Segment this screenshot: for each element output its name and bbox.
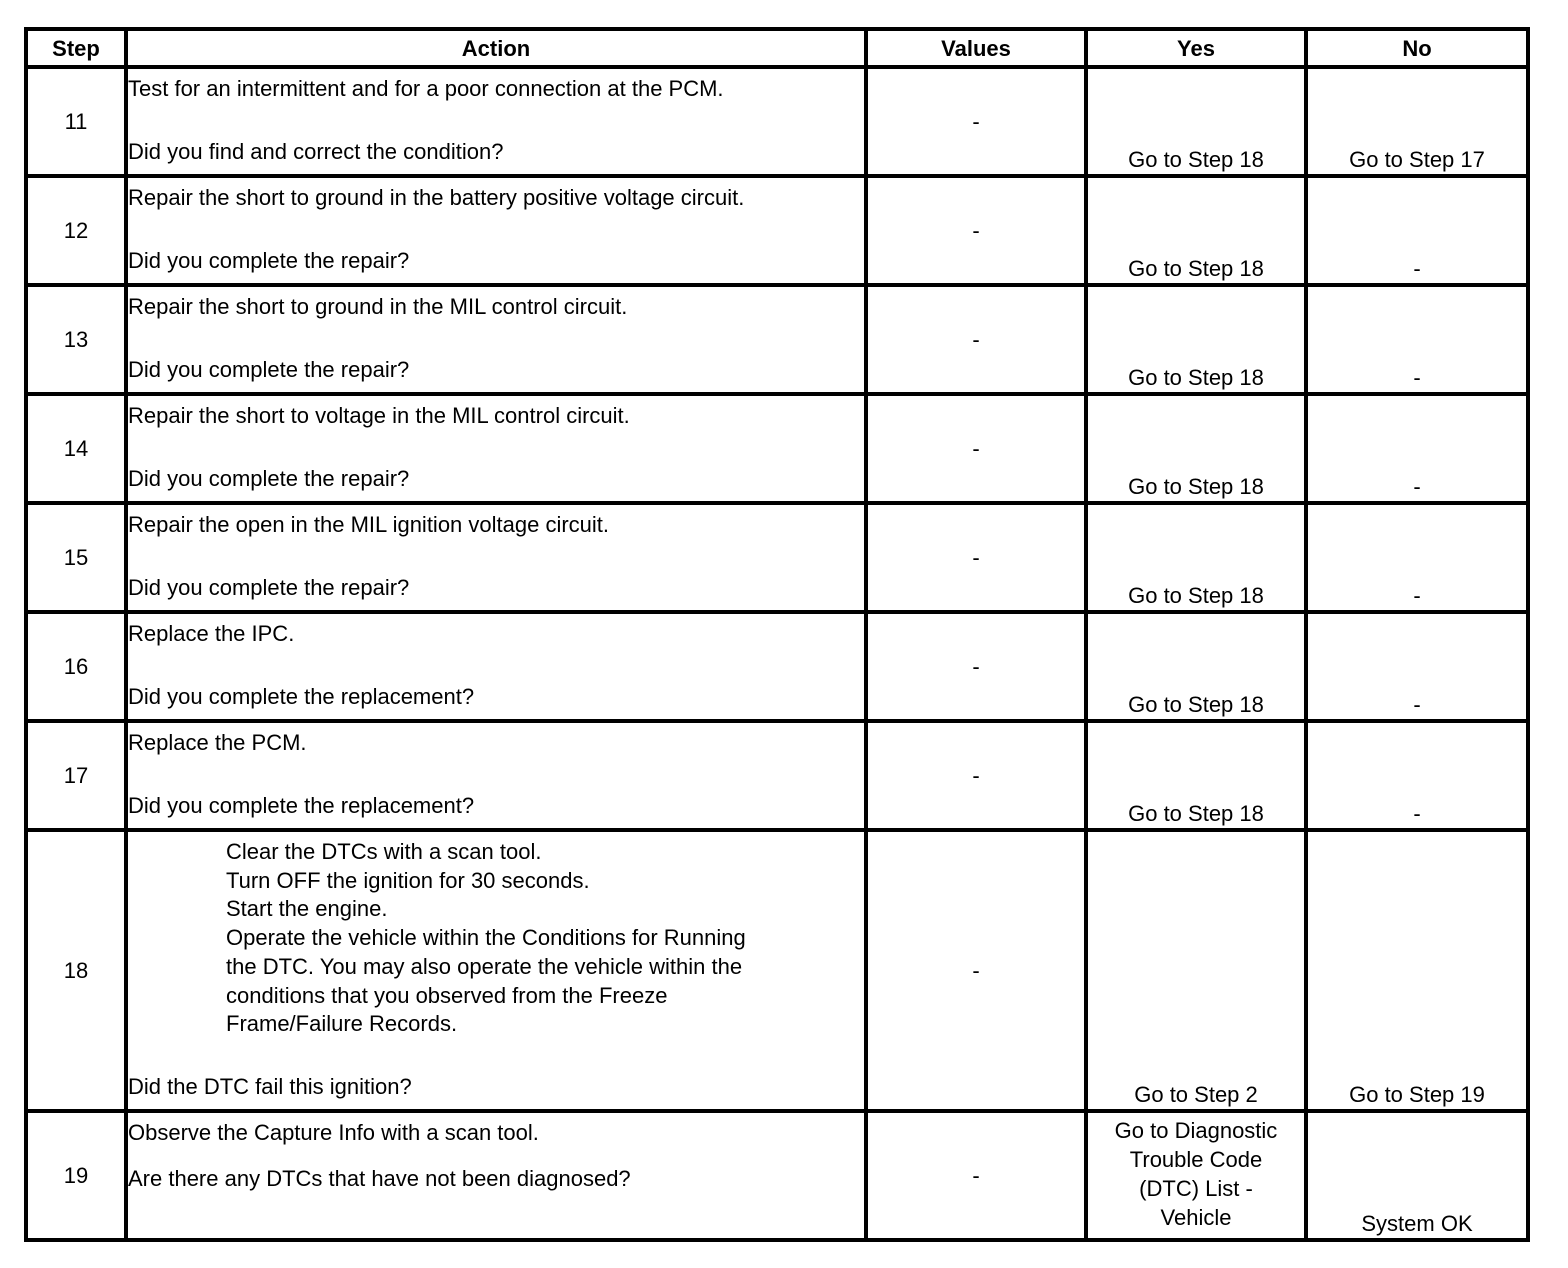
procedure-steps bbox=[128, 832, 864, 1039]
values-cell: - bbox=[866, 830, 1086, 1111]
header-action: Action bbox=[126, 29, 866, 67]
yes-cell: Go to Step 18 bbox=[1086, 612, 1306, 721]
table-row bbox=[26, 394, 1528, 503]
procedure-line: the DTC. You may also operate the vehicle within the bbox=[226, 953, 743, 979]
table-row bbox=[26, 612, 1528, 721]
action-text: Repair the short to ground in the battery positive voltage circuit. bbox=[128, 185, 745, 210]
yes-line: Vehicle bbox=[1160, 1205, 1232, 1230]
step-number: 17 bbox=[26, 721, 126, 830]
yes-cell: Go to Step 18 bbox=[1086, 285, 1306, 394]
values-cell: - bbox=[866, 721, 1086, 830]
header-row bbox=[26, 29, 1528, 67]
action-cell bbox=[126, 721, 866, 830]
yes-cell: Go to Step 18 bbox=[1086, 176, 1306, 285]
action-cell bbox=[126, 1111, 866, 1240]
table-row bbox=[26, 176, 1528, 285]
procedure-line: Operate the vehicle within the Conditions for Running bbox=[226, 925, 746, 951]
step-number: 12 bbox=[26, 176, 126, 285]
table-row bbox=[26, 1111, 1528, 1240]
procedure-line: Clear the DTCs with a scan tool. bbox=[226, 839, 542, 864]
action-text: Repair the short to voltage in the MIL control circuit. bbox=[128, 403, 630, 428]
no-cell: Go to Step 17 bbox=[1306, 67, 1528, 176]
action-question: Did the DTC fail this ignition? bbox=[128, 1074, 412, 1099]
header-no: No bbox=[1306, 29, 1528, 67]
action-text: Test for an intermittent and for a poor connection at the PCM. bbox=[128, 76, 724, 101]
no-cell: - bbox=[1306, 612, 1528, 721]
action-question: Did you complete the repair? bbox=[128, 575, 410, 600]
procedure-line: Turn OFF the ignition for 30 seconds. bbox=[226, 867, 590, 893]
values-cell: - bbox=[866, 176, 1086, 285]
diagnostic-table bbox=[24, 27, 1530, 1242]
action-text: Repair the open in the MIL ignition voltage circuit. bbox=[128, 512, 610, 537]
values-cell: - bbox=[866, 285, 1086, 394]
step-number: 13 bbox=[26, 285, 126, 394]
action-cell bbox=[126, 67, 866, 176]
no-cell: System OK bbox=[1306, 1111, 1528, 1240]
values-cell: - bbox=[866, 612, 1086, 721]
step-number: 16 bbox=[26, 612, 126, 721]
values-cell: - bbox=[866, 67, 1086, 176]
step-number: 19 bbox=[26, 1111, 126, 1240]
header-step: Step bbox=[26, 29, 126, 67]
values-cell: - bbox=[866, 503, 1086, 612]
action-text: Replace the PCM. bbox=[128, 730, 307, 755]
action-cell bbox=[126, 176, 866, 285]
yes-cell: Go to Step 18 bbox=[1086, 721, 1306, 830]
no-cell: - bbox=[1306, 285, 1528, 394]
step-number: 18 bbox=[26, 830, 126, 1111]
action-cell bbox=[126, 503, 866, 612]
action-cell bbox=[126, 830, 866, 1111]
action-cell bbox=[126, 394, 866, 503]
yes-cell: Go to Step 18 bbox=[1086, 394, 1306, 503]
table-row bbox=[26, 503, 1528, 612]
action-question: Did you complete the replacement? bbox=[128, 793, 475, 818]
procedure-line: Frame/Failure Records. bbox=[226, 1011, 458, 1037]
action-question: Did you complete the repair? bbox=[128, 248, 410, 273]
procedure-line: conditions that you observed from the Freeze bbox=[226, 982, 668, 1008]
step-number: 15 bbox=[26, 503, 126, 612]
no-cell: - bbox=[1306, 503, 1528, 612]
no-cell: - bbox=[1306, 394, 1528, 503]
step-number: 14 bbox=[26, 394, 126, 503]
action-text: Observe the Capture Info with a scan tool. bbox=[128, 1120, 539, 1145]
yes-cell: Go to Step 2 bbox=[1086, 830, 1306, 1111]
action-text: Repair the short to ground in the MIL control circuit. bbox=[128, 294, 628, 319]
table-row bbox=[26, 830, 1528, 1111]
yes-line: Trouble Code bbox=[1129, 1147, 1263, 1172]
procedure-line: Start the engine. bbox=[226, 896, 388, 922]
step-number: 11 bbox=[26, 67, 126, 176]
no-cell: Go to Step 19 bbox=[1306, 830, 1528, 1111]
action-text: Replace the IPC. bbox=[128, 621, 295, 646]
table-row bbox=[26, 67, 1528, 176]
table-row bbox=[26, 721, 1528, 830]
action-question: Did you find and correct the condition? bbox=[128, 139, 504, 164]
yes-cell bbox=[1086, 1111, 1306, 1240]
no-cell: - bbox=[1306, 176, 1528, 285]
action-question: Are there any DTCs that have not been diagnosed? bbox=[128, 1166, 631, 1191]
header-yes: Yes bbox=[1086, 29, 1306, 67]
action-cell bbox=[126, 612, 866, 721]
header-values: Values bbox=[866, 29, 1086, 67]
action-question: Did you complete the replacement? bbox=[128, 684, 475, 709]
yes-cell: Go to Step 18 bbox=[1086, 503, 1306, 612]
yes-cell: Go to Step 18 bbox=[1086, 67, 1306, 176]
table-row bbox=[26, 285, 1528, 394]
action-cell bbox=[126, 285, 866, 394]
no-cell: - bbox=[1306, 721, 1528, 830]
values-cell: - bbox=[866, 1111, 1086, 1240]
values-cell: - bbox=[866, 394, 1086, 503]
yes-line: (DTC) List - bbox=[1139, 1176, 1253, 1201]
yes-line: Go to Diagnostic bbox=[1114, 1118, 1278, 1143]
action-question: Did you complete the repair? bbox=[128, 466, 410, 491]
action-question: Did you complete the repair? bbox=[128, 357, 410, 382]
